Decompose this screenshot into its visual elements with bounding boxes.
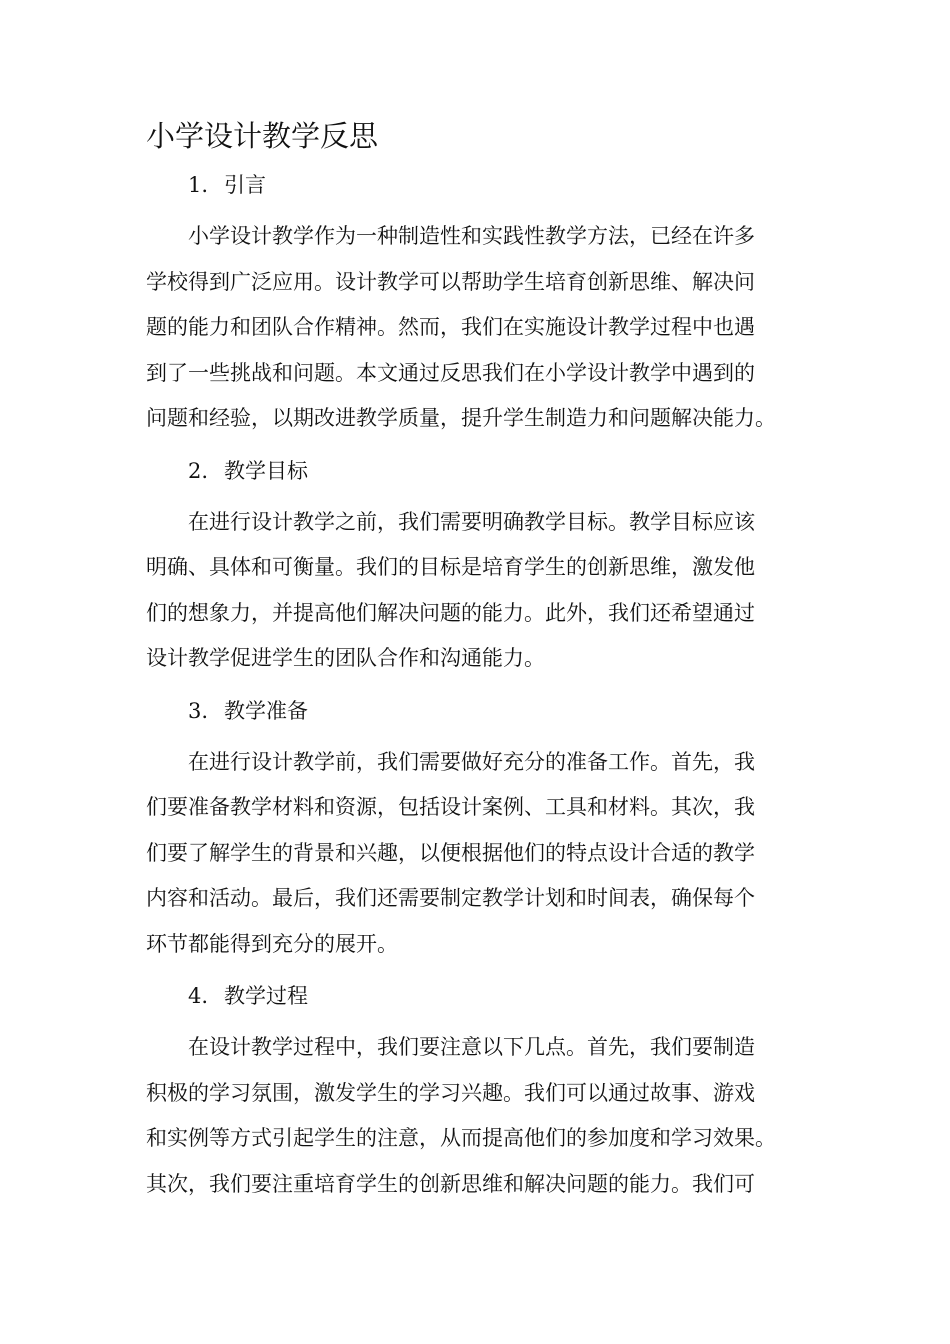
section-paragraph bbox=[146, 214, 810, 442]
paragraph-line: 们要准备教学材料和资源，包括设计案例、工具和材料。其次，我 bbox=[146, 795, 755, 819]
paragraph-line: 其次，我们要注重培育学生的创新思维和解决问题的能力。我们可 bbox=[146, 1171, 755, 1196]
paragraph-line: 们要了解学生的背景和兴趣，以便根据他们的特点设计合适的教学 bbox=[146, 840, 755, 865]
paragraph-line: 到了一些挑战和问题。本文通过反思我们在小学设计教学中遇到的 bbox=[146, 360, 755, 385]
paragraph-line: 环节都能得到充分的展开。 bbox=[146, 931, 398, 956]
section-heading bbox=[146, 690, 810, 732]
paragraph-line: 问题和经验，以期改进教学质量，提升学生制造力和问题解决能力。 bbox=[146, 406, 776, 430]
section-teaching-process bbox=[146, 975, 810, 1207]
section-heading bbox=[146, 164, 810, 206]
section-paragraph bbox=[146, 500, 810, 682]
paragraph-line: 在进行设计教学之前，我们需要明确教学目标。教学目标应该 bbox=[188, 509, 755, 534]
section-number: 1. bbox=[188, 173, 209, 197]
section-introduction bbox=[146, 164, 810, 442]
section-paragraph bbox=[146, 1025, 810, 1207]
section-heading-text: 引言 bbox=[224, 173, 266, 197]
section-heading-text: 教学准备 bbox=[224, 698, 308, 723]
paragraph-line: 内容和活动。最后，我们还需要制定教学计划和时间表，确保每个 bbox=[146, 886, 755, 910]
paragraph-line: 小学设计教学作为一种制造性和实践性教学方法，已经在许多 bbox=[188, 224, 755, 248]
section-number: 2. bbox=[188, 458, 209, 483]
paragraph-line: 学校得到广泛应用。设计教学可以帮助学生培育创新思维、解决问 bbox=[146, 269, 755, 294]
section-heading bbox=[146, 450, 810, 492]
document-title: 小学设计教学反思 bbox=[146, 119, 379, 153]
paragraph-line: 设计教学促进学生的团队合作和沟通能力。 bbox=[146, 646, 545, 670]
section-heading-text: 教学过程 bbox=[224, 984, 308, 1008]
section-number: 4. bbox=[188, 984, 209, 1008]
paragraph-line: 和实例等方式引起学生的注意，从而提高他们的参加度和学习效果。 bbox=[146, 1126, 776, 1150]
document-body bbox=[146, 164, 810, 1215]
paragraph-line: 在进行设计教学前，我们需要做好充分的准备工作。首先，我 bbox=[188, 749, 755, 774]
section-paragraph bbox=[146, 740, 810, 968]
paragraph-line: 明确、具体和可衡量。我们的目标是培育学生的创新思维，激发他 bbox=[146, 555, 755, 579]
section-teaching-preparation bbox=[146, 690, 810, 968]
section-heading bbox=[146, 975, 810, 1017]
section-number: 3. bbox=[188, 698, 209, 723]
paragraph-line: 在设计教学过程中，我们要注意以下几点。首先，我们要制造 bbox=[188, 1035, 755, 1059]
paragraph-line: 积极的学习氛围，激发学生的学习兴趣。我们可以通过故事、游戏 bbox=[146, 1080, 755, 1105]
section-heading-text: 教学目标 bbox=[224, 458, 308, 483]
section-teaching-goals bbox=[146, 450, 810, 682]
paragraph-line: 题的能力和团队合作精神。然而，我们在实施设计教学过程中也遇 bbox=[146, 315, 755, 339]
paragraph-line: 们的想象力，并提高他们解决问题的能力。此外，我们还希望通过 bbox=[146, 600, 755, 625]
